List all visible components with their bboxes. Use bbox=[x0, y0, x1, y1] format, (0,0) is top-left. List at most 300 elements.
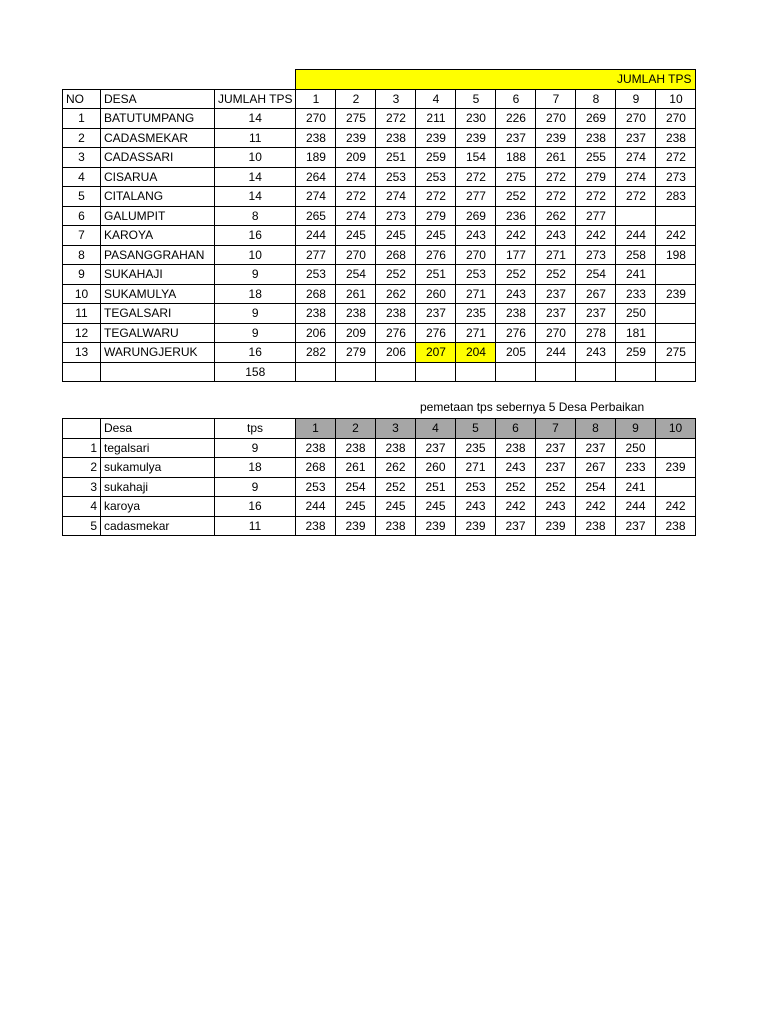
vote-cell[interactable]: 244 bbox=[296, 497, 336, 517]
column-header[interactable]: Desa bbox=[101, 419, 215, 439]
desa-cell[interactable]: karoya bbox=[101, 497, 215, 517]
blank-cell[interactable] bbox=[215, 70, 296, 90]
vote-cell[interactable]: 243 bbox=[536, 226, 576, 246]
table-row bbox=[63, 128, 696, 148]
empty-cell[interactable] bbox=[101, 362, 215, 382]
desa-cell[interactable]: SUKAHAJI bbox=[101, 265, 215, 285]
vote-cell[interactable]: 239 bbox=[416, 516, 456, 536]
vote-cell[interactable] bbox=[656, 265, 696, 285]
jumlah-tps-banner[interactable]: JUMLAH TPS bbox=[296, 70, 696, 90]
vote-cell[interactable]: 268 bbox=[296, 458, 336, 478]
vote-cell[interactable]: 252 bbox=[536, 477, 576, 497]
vote-cell[interactable]: 270 bbox=[296, 109, 336, 129]
vote-cell[interactable]: 254 bbox=[576, 477, 616, 497]
vote-cell[interactable]: 237 bbox=[536, 458, 576, 478]
blank-cell[interactable] bbox=[63, 70, 101, 90]
tps-cell[interactable]: 18 bbox=[215, 458, 296, 478]
vote-cell[interactable]: 253 bbox=[416, 167, 456, 187]
column-header[interactable]: 3 bbox=[376, 419, 416, 439]
column-header[interactable]: 5 bbox=[456, 419, 496, 439]
vote-cell[interactable]: 242 bbox=[576, 226, 616, 246]
vote-cell[interactable]: 243 bbox=[456, 497, 496, 517]
vote-cell[interactable]: 238 bbox=[376, 516, 416, 536]
empty-cell[interactable] bbox=[376, 362, 416, 382]
column-header[interactable]: tps bbox=[215, 419, 296, 439]
empty-cell[interactable] bbox=[456, 362, 496, 382]
jumlah-tps-cell[interactable]: 9 bbox=[215, 323, 296, 343]
vote-cell[interactable]: 237 bbox=[576, 304, 616, 324]
jumlah-tps-cell[interactable]: 18 bbox=[215, 284, 296, 304]
vote-cell[interactable]: 274 bbox=[376, 187, 416, 207]
vote-cell[interactable]: 245 bbox=[416, 226, 456, 246]
vote-cell[interactable]: 238 bbox=[336, 304, 376, 324]
column-header[interactable]: 7 bbox=[536, 419, 576, 439]
empty-cell[interactable] bbox=[63, 362, 101, 382]
column-header[interactable]: 9 bbox=[616, 89, 656, 109]
vote-cell[interactable]: 251 bbox=[416, 477, 456, 497]
row-number-cell[interactable]: 3 bbox=[63, 477, 101, 497]
tps-table bbox=[62, 69, 696, 382]
desa-cell[interactable]: sukahaji bbox=[101, 477, 215, 497]
vote-cell[interactable] bbox=[656, 323, 696, 343]
jumlah-tps-cell[interactable]: 10 bbox=[215, 245, 296, 265]
vote-cell[interactable]: 251 bbox=[416, 265, 456, 285]
row-number-cell[interactable]: 5 bbox=[63, 187, 101, 207]
vote-cell[interactable]: 271 bbox=[456, 284, 496, 304]
row-number-cell[interactable]: 1 bbox=[63, 438, 101, 458]
row-number-cell[interactable]: 5 bbox=[63, 516, 101, 536]
desa-cell[interactable]: BATUTUMPANG bbox=[101, 109, 215, 129]
vote-cell[interactable]: 243 bbox=[536, 497, 576, 517]
vote-cell[interactable]: 238 bbox=[496, 304, 536, 324]
vote-cell[interactable]: 230 bbox=[456, 109, 496, 129]
table-row bbox=[63, 497, 696, 517]
vote-cell[interactable]: 239 bbox=[656, 458, 696, 478]
row-number-cell[interactable]: 8 bbox=[63, 245, 101, 265]
row-number-cell[interactable]: 1 bbox=[63, 109, 101, 129]
vote-cell[interactable]: 268 bbox=[376, 245, 416, 265]
vote-cell[interactable]: 237 bbox=[536, 438, 576, 458]
empty-cell[interactable] bbox=[536, 362, 576, 382]
tps-cell[interactable]: 9 bbox=[215, 477, 296, 497]
column-header[interactable]: 6 bbox=[496, 419, 536, 439]
vote-cell[interactable]: 154 bbox=[456, 148, 496, 168]
empty-cell[interactable] bbox=[416, 362, 456, 382]
vote-cell[interactable]: 279 bbox=[416, 206, 456, 226]
vote-cell[interactable]: 279 bbox=[576, 167, 616, 187]
column-header[interactable]: 4 bbox=[416, 89, 456, 109]
column-header[interactable]: 1 bbox=[296, 419, 336, 439]
vote-cell[interactable]: 270 bbox=[456, 245, 496, 265]
vote-cell[interactable]: 236 bbox=[496, 206, 536, 226]
vote-cell[interactable]: 267 bbox=[576, 284, 616, 304]
row-number-cell[interactable]: 6 bbox=[63, 206, 101, 226]
vote-cell[interactable]: 235 bbox=[456, 438, 496, 458]
vote-cell[interactable]: 272 bbox=[336, 187, 376, 207]
vote-cell[interactable] bbox=[656, 438, 696, 458]
vote-cell[interactable]: 238 bbox=[376, 128, 416, 148]
vote-cell[interactable]: 207 bbox=[416, 343, 456, 363]
row-number-cell[interactable]: 7 bbox=[63, 226, 101, 246]
banner-row bbox=[63, 70, 696, 90]
vote-cell[interactable]: 252 bbox=[376, 477, 416, 497]
vote-cell[interactable]: 205 bbox=[496, 343, 536, 363]
vote-cell[interactable]: 259 bbox=[416, 148, 456, 168]
row-number-cell[interactable]: 3 bbox=[63, 148, 101, 168]
vote-cell[interactable]: 245 bbox=[376, 226, 416, 246]
desa-cell[interactable]: KAROYA bbox=[101, 226, 215, 246]
vote-cell[interactable]: 277 bbox=[456, 187, 496, 207]
vote-cell[interactable]: 211 bbox=[416, 109, 456, 129]
vote-cell[interactable]: 244 bbox=[536, 343, 576, 363]
tps-cell[interactable]: 9 bbox=[215, 438, 296, 458]
vote-cell[interactable]: 237 bbox=[536, 304, 576, 324]
vote-cell[interactable]: 242 bbox=[656, 497, 696, 517]
vote-cell[interactable]: 260 bbox=[416, 458, 456, 478]
vote-cell[interactable]: 237 bbox=[616, 128, 656, 148]
vote-cell[interactable]: 274 bbox=[616, 167, 656, 187]
desa-cell[interactable]: PASANGGRAHAN bbox=[101, 245, 215, 265]
vote-cell[interactable]: 254 bbox=[336, 477, 376, 497]
vote-cell[interactable]: 270 bbox=[616, 109, 656, 129]
vote-cell[interactable]: 239 bbox=[336, 516, 376, 536]
vote-cell[interactable]: 238 bbox=[376, 304, 416, 324]
jumlah-tps-cell[interactable]: 8 bbox=[215, 206, 296, 226]
table-row bbox=[63, 245, 696, 265]
vote-cell[interactable]: 237 bbox=[616, 516, 656, 536]
desa-cell[interactable]: tegalsari bbox=[101, 438, 215, 458]
vote-cell[interactable]: 253 bbox=[376, 167, 416, 187]
vote-cell[interactable]: 204 bbox=[456, 343, 496, 363]
vote-cell[interactable]: 271 bbox=[456, 323, 496, 343]
row-number-cell[interactable]: 2 bbox=[63, 128, 101, 148]
vote-cell[interactable]: 273 bbox=[576, 245, 616, 265]
column-header[interactable]: 6 bbox=[496, 89, 536, 109]
vote-cell[interactable]: 245 bbox=[336, 497, 376, 517]
table-row bbox=[63, 458, 696, 478]
vote-cell[interactable]: 245 bbox=[336, 226, 376, 246]
desa-cell[interactable]: TEGALWARU bbox=[101, 323, 215, 343]
vote-cell[interactable]: 245 bbox=[416, 497, 456, 517]
jumlah-tps-cell[interactable]: 9 bbox=[215, 304, 296, 324]
vote-cell[interactable]: 275 bbox=[656, 343, 696, 363]
column-header[interactable]: 8 bbox=[576, 89, 616, 109]
vote-cell[interactable]: 254 bbox=[336, 265, 376, 285]
vote-cell[interactable]: 283 bbox=[656, 187, 696, 207]
jumlah-tps-cell[interactable]: 16 bbox=[215, 226, 296, 246]
vote-cell[interactable]: 259 bbox=[616, 343, 656, 363]
vote-cell[interactable]: 243 bbox=[496, 458, 536, 478]
row-number-cell[interactable]: 13 bbox=[63, 343, 101, 363]
header-row bbox=[63, 419, 696, 439]
vote-cell[interactable]: 277 bbox=[576, 206, 616, 226]
vote-cell[interactable]: 245 bbox=[376, 497, 416, 517]
vote-cell[interactable]: 238 bbox=[656, 128, 696, 148]
desa-cell[interactable]: GALUMPIT bbox=[101, 206, 215, 226]
vote-cell[interactable]: 243 bbox=[576, 343, 616, 363]
table-row bbox=[63, 477, 696, 497]
vote-cell[interactable]: 237 bbox=[576, 438, 616, 458]
vote-cell[interactable]: 243 bbox=[456, 226, 496, 246]
column-header[interactable]: JUMLAH TPS bbox=[215, 89, 296, 109]
vote-cell[interactable]: 274 bbox=[336, 167, 376, 187]
vote-cell[interactable]: 261 bbox=[336, 284, 376, 304]
table-row bbox=[63, 323, 696, 343]
vote-cell[interactable]: 242 bbox=[656, 226, 696, 246]
vote-cell[interactable]: 242 bbox=[496, 226, 536, 246]
vote-cell[interactable]: 238 bbox=[576, 516, 616, 536]
column-header[interactable]: 9 bbox=[616, 419, 656, 439]
vote-cell[interactable]: 262 bbox=[376, 284, 416, 304]
vote-cell[interactable]: 206 bbox=[376, 343, 416, 363]
vote-cell[interactable]: 209 bbox=[336, 323, 376, 343]
vote-cell[interactable]: 252 bbox=[496, 265, 536, 285]
table-row bbox=[63, 109, 696, 129]
jumlah-tps-cell[interactable]: 14 bbox=[215, 167, 296, 187]
vote-cell[interactable]: 238 bbox=[376, 438, 416, 458]
vote-cell[interactable]: 238 bbox=[296, 304, 336, 324]
vote-cell[interactable]: 177 bbox=[496, 245, 536, 265]
empty-cell[interactable] bbox=[296, 362, 336, 382]
column-header[interactable]: 8 bbox=[576, 419, 616, 439]
row-number-cell[interactable]: 11 bbox=[63, 304, 101, 324]
vote-cell[interactable]: 238 bbox=[656, 516, 696, 536]
vote-cell[interactable]: 241 bbox=[616, 265, 656, 285]
jumlah-tps-cell[interactable]: 16 bbox=[215, 343, 296, 363]
vote-cell[interactable] bbox=[656, 206, 696, 226]
vote-cell[interactable]: 181 bbox=[616, 323, 656, 343]
vote-cell[interactable]: 253 bbox=[296, 477, 336, 497]
table-row bbox=[63, 206, 696, 226]
empty-cell[interactable] bbox=[656, 362, 696, 382]
vote-cell[interactable]: 238 bbox=[496, 438, 536, 458]
vote-cell[interactable]: 241 bbox=[616, 477, 656, 497]
vote-cell[interactable]: 252 bbox=[376, 265, 416, 285]
vote-cell[interactable]: 235 bbox=[456, 304, 496, 324]
desa-cell[interactable]: CADASSARI bbox=[101, 148, 215, 168]
vote-cell[interactable]: 239 bbox=[656, 284, 696, 304]
vote-cell[interactable]: 270 bbox=[336, 245, 376, 265]
desa-cell[interactable]: CISARUA bbox=[101, 167, 215, 187]
desa-cell[interactable]: sukamulya bbox=[101, 458, 215, 478]
table2-caption: pemetaan tps sebernya 5 Desa Perbaikan bbox=[420, 400, 645, 414]
column-header[interactable]: 3 bbox=[376, 89, 416, 109]
vote-cell[interactable]: 272 bbox=[456, 167, 496, 187]
table-row bbox=[63, 148, 696, 168]
row-number-cell[interactable]: 4 bbox=[63, 167, 101, 187]
vote-cell[interactable]: 274 bbox=[616, 148, 656, 168]
table-row bbox=[63, 304, 696, 324]
vote-cell[interactable]: 260 bbox=[416, 284, 456, 304]
vote-cell[interactable]: 253 bbox=[296, 265, 336, 285]
vote-cell[interactable]: 206 bbox=[296, 323, 336, 343]
total-row bbox=[63, 362, 696, 382]
vote-cell[interactable]: 239 bbox=[536, 516, 576, 536]
row-number-cell[interactable]: 9 bbox=[63, 265, 101, 285]
vote-cell[interactable]: 270 bbox=[536, 323, 576, 343]
empty-cell[interactable] bbox=[616, 362, 656, 382]
perbaikan-table bbox=[62, 418, 696, 536]
vote-cell[interactable]: 244 bbox=[616, 497, 656, 517]
blank-cell[interactable] bbox=[101, 70, 215, 90]
vote-cell[interactable]: 261 bbox=[336, 458, 376, 478]
vote-cell[interactable]: 251 bbox=[376, 148, 416, 168]
vote-cell[interactable]: 209 bbox=[336, 148, 376, 168]
table-row bbox=[63, 516, 696, 536]
vote-cell[interactable]: 274 bbox=[336, 206, 376, 226]
vote-cell[interactable]: 271 bbox=[456, 458, 496, 478]
column-header[interactable]: DESA bbox=[101, 89, 215, 109]
vote-cell[interactable]: 238 bbox=[576, 128, 616, 148]
vote-cell[interactable]: 237 bbox=[416, 304, 456, 324]
vote-cell[interactable]: 262 bbox=[536, 206, 576, 226]
vote-cell[interactable] bbox=[656, 477, 696, 497]
vote-cell[interactable]: 258 bbox=[616, 245, 656, 265]
vote-cell[interactable]: 238 bbox=[296, 516, 336, 536]
vote-cell[interactable]: 276 bbox=[496, 323, 536, 343]
vote-cell[interactable]: 238 bbox=[296, 438, 336, 458]
vote-cell[interactable]: 233 bbox=[616, 284, 656, 304]
vote-cell[interactable]: 250 bbox=[616, 438, 656, 458]
vote-cell[interactable] bbox=[656, 304, 696, 324]
vote-cell[interactable]: 226 bbox=[496, 109, 536, 129]
vote-cell[interactable]: 269 bbox=[576, 109, 616, 129]
vote-cell[interactable]: 273 bbox=[656, 167, 696, 187]
header-row bbox=[63, 89, 696, 109]
jumlah-tps-cell[interactable]: 10 bbox=[215, 148, 296, 168]
vote-cell[interactable]: 254 bbox=[576, 265, 616, 285]
vote-cell[interactable]: 271 bbox=[536, 245, 576, 265]
row-number-cell[interactable]: 2 bbox=[63, 458, 101, 478]
vote-cell[interactable]: 275 bbox=[496, 167, 536, 187]
vote-cell[interactable]: 237 bbox=[496, 516, 536, 536]
vote-cell[interactable]: 239 bbox=[456, 128, 496, 148]
row-number-cell[interactable]: 10 bbox=[63, 284, 101, 304]
table-row bbox=[63, 438, 696, 458]
table-row bbox=[63, 187, 696, 207]
vote-cell[interactable] bbox=[616, 206, 656, 226]
column-header[interactable]: 7 bbox=[536, 89, 576, 109]
table-row bbox=[63, 167, 696, 187]
vote-cell[interactable]: 261 bbox=[536, 148, 576, 168]
column-header[interactable]: NO bbox=[63, 89, 101, 109]
vote-cell[interactable]: 237 bbox=[416, 438, 456, 458]
vote-cell[interactable]: 276 bbox=[416, 245, 456, 265]
vote-cell[interactable]: 239 bbox=[536, 128, 576, 148]
vote-cell[interactable]: 253 bbox=[456, 477, 496, 497]
vote-cell[interactable]: 278 bbox=[576, 323, 616, 343]
vote-cell[interactable]: 189 bbox=[296, 148, 336, 168]
vote-cell[interactable]: 282 bbox=[296, 343, 336, 363]
vote-cell[interactable]: 250 bbox=[616, 304, 656, 324]
vote-cell[interactable]: 252 bbox=[496, 187, 536, 207]
table-row bbox=[63, 265, 696, 285]
jumlah-tps-cell[interactable]: 9 bbox=[215, 265, 296, 285]
vote-cell[interactable]: 272 bbox=[616, 187, 656, 207]
row-number-cell[interactable]: 4 bbox=[63, 497, 101, 517]
vote-cell[interactable]: 237 bbox=[536, 284, 576, 304]
vote-cell[interactable]: 262 bbox=[376, 458, 416, 478]
total-tps-cell[interactable]: 158 bbox=[215, 362, 296, 382]
column-header[interactable]: 10 bbox=[656, 89, 696, 109]
vote-cell[interactable]: 277 bbox=[296, 245, 336, 265]
vote-cell[interactable]: 265 bbox=[296, 206, 336, 226]
desa-cell[interactable]: TEGALSARI bbox=[101, 304, 215, 324]
vote-cell[interactable]: 253 bbox=[456, 265, 496, 285]
vote-cell[interactable]: 272 bbox=[656, 148, 696, 168]
vote-cell[interactable]: 242 bbox=[496, 497, 536, 517]
column-header[interactable]: 10 bbox=[656, 419, 696, 439]
vote-cell[interactable]: 268 bbox=[296, 284, 336, 304]
vote-cell[interactable]: 198 bbox=[656, 245, 696, 265]
jumlah-tps-cell[interactable]: 11 bbox=[215, 128, 296, 148]
vote-cell[interactable]: 188 bbox=[496, 148, 536, 168]
vote-cell[interactable]: 272 bbox=[536, 187, 576, 207]
vote-cell[interactable]: 275 bbox=[336, 109, 376, 129]
vote-cell[interactable]: 276 bbox=[416, 323, 456, 343]
vote-cell[interactable]: 238 bbox=[296, 128, 336, 148]
vote-cell[interactable]: 276 bbox=[376, 323, 416, 343]
desa-cell[interactable]: SUKAMULYA bbox=[101, 284, 215, 304]
vote-cell[interactable]: 239 bbox=[416, 128, 456, 148]
column-header[interactable]: 1 bbox=[296, 89, 336, 109]
vote-cell[interactable]: 243 bbox=[496, 284, 536, 304]
column-header[interactable]: 5 bbox=[456, 89, 496, 109]
desa-cell[interactable]: cadasmekar bbox=[101, 516, 215, 536]
vote-cell[interactable]: 242 bbox=[576, 497, 616, 517]
vote-cell[interactable]: 272 bbox=[376, 109, 416, 129]
column-header[interactable] bbox=[63, 419, 101, 439]
vote-cell[interactable]: 252 bbox=[536, 265, 576, 285]
vote-cell[interactable]: 264 bbox=[296, 167, 336, 187]
table-row bbox=[63, 226, 696, 246]
vote-cell[interactable]: 274 bbox=[296, 187, 336, 207]
empty-cell[interactable] bbox=[576, 362, 616, 382]
vote-cell[interactable]: 239 bbox=[336, 128, 376, 148]
tps-cell[interactable]: 16 bbox=[215, 497, 296, 517]
column-header[interactable]: 2 bbox=[336, 419, 376, 439]
vote-cell[interactable]: 237 bbox=[496, 128, 536, 148]
jumlah-tps-cell[interactable]: 14 bbox=[215, 109, 296, 129]
empty-cell[interactable] bbox=[496, 362, 536, 382]
vote-cell[interactable]: 244 bbox=[296, 226, 336, 246]
vote-cell[interactable]: 267 bbox=[576, 458, 616, 478]
vote-cell[interactable]: 255 bbox=[576, 148, 616, 168]
row-number-cell[interactable]: 12 bbox=[63, 323, 101, 343]
vote-cell[interactable]: 269 bbox=[456, 206, 496, 226]
vote-cell[interactable]: 233 bbox=[616, 458, 656, 478]
vote-cell[interactable]: 270 bbox=[536, 109, 576, 129]
vote-cell[interactable]: 239 bbox=[456, 516, 496, 536]
empty-cell[interactable] bbox=[336, 362, 376, 382]
column-header[interactable]: 2 bbox=[336, 89, 376, 109]
tps-cell[interactable]: 11 bbox=[215, 516, 296, 536]
vote-cell[interactable]: 238 bbox=[336, 438, 376, 458]
jumlah-tps-cell[interactable]: 14 bbox=[215, 187, 296, 207]
desa-cell[interactable]: CADASMEKAR bbox=[101, 128, 215, 148]
column-header[interactable]: 4 bbox=[416, 419, 456, 439]
vote-cell[interactable]: 279 bbox=[336, 343, 376, 363]
desa-cell[interactable]: CITALANG bbox=[101, 187, 215, 207]
vote-cell[interactable]: 270 bbox=[656, 109, 696, 129]
vote-cell[interactable]: 272 bbox=[576, 187, 616, 207]
vote-cell[interactable]: 252 bbox=[496, 477, 536, 497]
vote-cell[interactable]: 272 bbox=[536, 167, 576, 187]
vote-cell[interactable]: 244 bbox=[616, 226, 656, 246]
vote-cell[interactable]: 273 bbox=[376, 206, 416, 226]
desa-cell[interactable]: WARUNGJERUK bbox=[101, 343, 215, 363]
vote-cell[interactable]: 272 bbox=[416, 187, 456, 207]
